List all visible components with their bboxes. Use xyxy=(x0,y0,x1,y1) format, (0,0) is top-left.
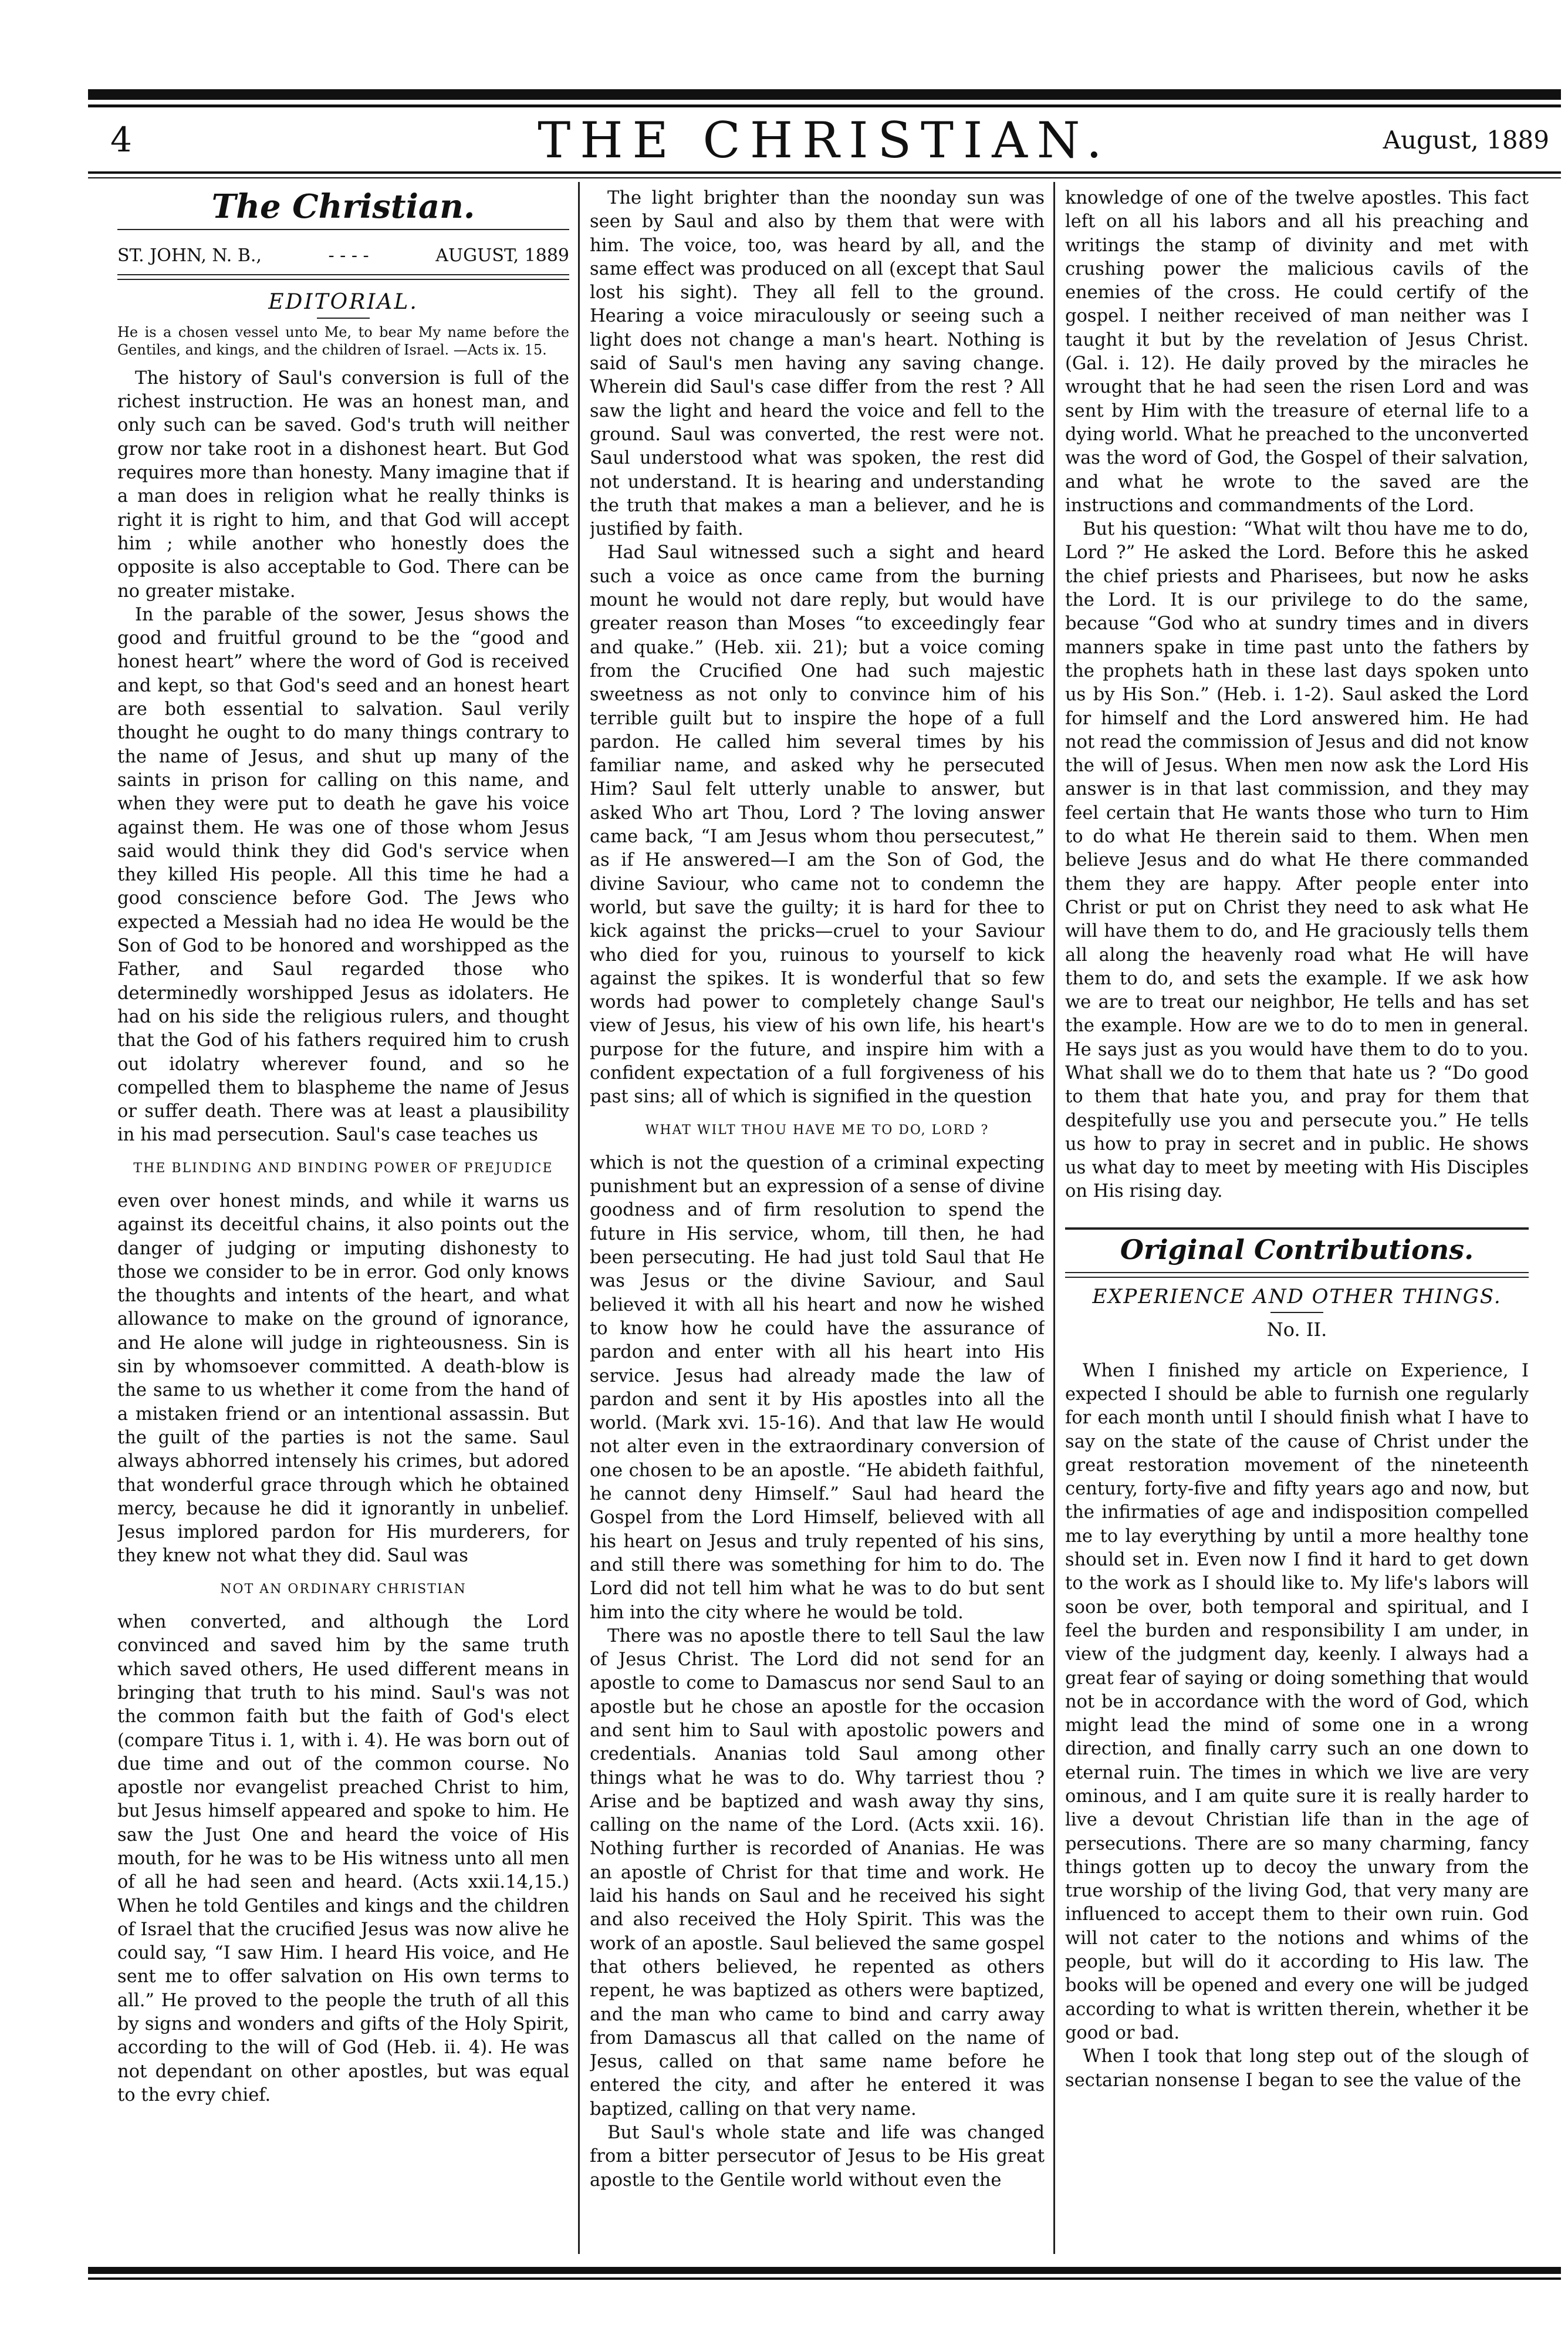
divider xyxy=(1065,1272,1529,1273)
paragraph: But Saul's whole state and life was changed from a bitter persecutor of Jesus to be His great apostle to the Gentile world without even the xyxy=(590,2122,1045,2191)
nameplate: The Christian. xyxy=(211,187,475,226)
subheading: WHAT WILT THOU HAVE ME TO DO, LORD ? xyxy=(645,1122,989,1138)
dateline-dashes: - - - - xyxy=(328,245,369,266)
paragraph: The history of Saul's conversion is full of the richest instruction. He was an honest man, and only such can be saved. God's truth will neither grow nor take root in a dishonest heart. But God requires more than honesty. Many imagine that if a man does in religion what he really thinks is right it is right to him, and that God will accept him ; while another who honestly does the opposite is also acceptable to God. There can be no greater mistake. xyxy=(117,367,569,602)
bottom-rule xyxy=(88,2267,1561,2274)
short-divider xyxy=(1270,1312,1323,1313)
column-2 xyxy=(590,187,1045,2244)
column-1 xyxy=(117,187,569,2244)
paper-title: THE CHRISTIAN. xyxy=(538,112,1111,169)
dateline-place: ST. JOHN, N. B., xyxy=(117,245,262,266)
epigraph: He is a chosen vessel unto Me, to bear My name before the Gentiles, and kings, and the children of Israel. —Acts ix. 15. xyxy=(117,323,569,358)
paragraph: In the parable of the sower, Jesus shows the good and fruitful ground to be the “good and honest heart” where the word of God is received and kept, so that God's seed and an honest heart are both essential to salvation. Saul verily thought he ought to do many things contrary to the name of Jesus, and shut up many of the saints in prison for calling on this name, and when they were put to death he gave his voice against them. He was one of those whom Jesus said would think they did God's service when they killed His people. All this time he had a good conscience before God. The Jews who expected a Messiah had no idea He would be the Son of God to be honored and worshipped as the Father, and Saul regarded those who determinedly worshipped Jesus as idolaters. He had on his side the religious rulers, and thought that the God of his fathers required him to crush out idolatry wherever found, and so he compelled them to blaspheme the name of Jesus or suffer death. There was at least a plausibility in his mad persecution. Saul's case teaches us xyxy=(117,604,569,1146)
page-number: 4 xyxy=(110,120,132,160)
paragraph: The light brighter than the noonday sun was seen by Saul and also by them that were with him. The voice, too, was heard by all, and the same effect was produced on all (except that Saul lost his sight). They all fell to the ground. Hearing a voice miraculously or seeing such a light does not change a man's heart. Nothing is said of Saul's men having any saving change. Wherein did Saul's case differ from the rest ? All saw the light and heard the voice and fell to the ground. Saul was converted, the rest were not. Saul understood what was spoken, the rest did not understand. It is hearing and understanding the truth that makes a man a believer, and he is justified by faith. xyxy=(590,188,1045,540)
divider xyxy=(117,279,569,280)
section-heading-contributions: Original Contributions. xyxy=(1120,1233,1474,1266)
divider xyxy=(117,274,569,275)
short-divider xyxy=(317,318,370,319)
section-heading-editorial: EDITORIAL. xyxy=(268,289,418,314)
column-divider xyxy=(578,182,580,2254)
paragraph: There was no apostle there to tell Saul the law of Jesus Christ. The Lord did not send for an apostle to come to Damascus nor send Saul to an apostle but he chose an apostle for the occasion and sent him to Saul with apostolic powers and credentials. Ananias told Saul among other things what he was to do. Why tarriest thou ? Arise and be baptized and wash away thy sins, calling on the name of the Lord. (Acts xxii. 16). Nothing further is recorded of Ananias. He was an apostle of Christ for that time and work. He laid his hands on Saul and he received his sight and also received the Holy Spirit. This was the work of an apostle. Saul believed the same gospel that others believed, he repented as others repent, he was baptized as others were baptized, and the man who came to bind and carry away from Damascus all that called on the name of Jesus, called on that same name before he entered the city, and after he entered it was baptized, calling on that very name. xyxy=(590,1625,1045,2120)
dateline-issue: AUGUST, 1889 xyxy=(435,245,569,266)
masthead-rule xyxy=(88,171,1561,174)
masthead-rule-thin xyxy=(88,177,1561,178)
paragraph: even over honest minds, and while it warns us against its deceitful chains, it also points out the danger of judging or imputing dishonesty to those we consider to be in error. God only knows the thoughts and intents of the heart, and what allowance to make on the ground of ignorance, and He alone will judge in righteousness. Sin is sin by whomsoever committed. A death-blow is the same to us whether it come from the hand of a mistaken friend or an intentional assassin. But the guilt of the parties is not the same. Saul always abhorred intensely his crimes, but adored that wonderful grace through which he obtained mercy, because he did it ignorantly in unbelief. Jesus implored pardon for His murderers, for they knew not what they did. Saul was xyxy=(117,1190,569,1567)
divider xyxy=(117,229,569,230)
divider xyxy=(1065,1277,1529,1278)
paragraph: When I finished my article on Experience, I expected I should be able to furnish one regularly for each month until I should finish what I have to say on the state of the cause of Christ under the great restoration movement of the nineteenth century, forty-five and fifty years ago and now, but the infirmaties of age and indisposition compelled me to lay everything by until a more healthy tone should set in. Even now I find it hard to get down to the work as I should like to. My life's labors will soon be over, both temporal and spiritual, and I feel the burden and responsibility I am under, in view of the judgment day, keenly. I always had a great fear of saying or doing something that would not be in accordance with the word of God, which might lead the mind of some one in a wrong direction, and finally carry such an one down to eternal ruin. The times in which we live are very ominous, and I am quite sure it is really harder to live a devout Christian life than in the age of persecutions. There are so many charming, fancy things gotten up to decoy the unwary from the true worship of the living God, that very many are influenced to accept them to their own ruin. God will not cater to the notions and whims of the people, but will do it according to His law. The books will be opened and every one will be judged according to what is written therein, whether it be good or bad. xyxy=(1065,1360,1529,2043)
issue-date: August, 1889 xyxy=(1383,126,1549,154)
bottom-rule-thin xyxy=(88,2277,1561,2280)
paragraph: But his question: “What wilt thou have me to do, Lord ?” He asked the Lord. Before this he asked the chief priests and Pharisees, but now he asks the Lord. It is our privilege to do the same, because “God who at sundry times and in divers manners spake in time past unto the fathers by the prophets hath in these last days spoken unto us by His Son.” (Heb. i. 1-2). Saul asked the Lord for himself and the Lord answered him. He had not read the commission of Jesus and did not know the will of Jesus. When men now ask the Lord His answer is in that last commission, and they may feel certain that He wants those who turn to Him to do what He therein said to them. When men believe Jesus and do what He there commanded them they are happy. After people enter into Christ or put on Christ they need to ask what He will have them to do, and He graciously tells them all along the heavenly road what He will have them to do, and sets the example. If we ask how we are to treat our neighbor, He tells and has set the example. How are we to do to men in general. He says just as you would have them to do to you. What shall we do to them that hate us ? “Do good to them that hate you, and pray for them that despitefully use you and persecute you.” He tells us how to pray in secret and in public. He shows us what day to meet by meeting with His Disciples on His rising day. xyxy=(1065,519,1529,1202)
dateline xyxy=(117,244,569,268)
top-rule xyxy=(88,89,1561,100)
paragraph: which is not the question of a criminal expecting punishment but an expression of a sense of divine goodness and of firm resolution to spend the future in His service, whom, till then, he had been persecuting. He had just told Saul that He was Jesus or the divine Saviour, and Saul believed it with all his heart and now he wished to know how he could have the assurance of pardon and enter with all his heart into His service. Jesus had already made the law of pardon and sent it by His apostles into all the world. (Mark xvi. 15-16). And that law He would not alter even in the extraordinary conversion of one chosen to be an apostle. “He abideth faithful, he cannot deny Himself.” Saul had heard the Gospel from the Lord Himself, believed with all his heart on Jesus and truly repented of his sins, and still there was something for him to do. The Lord did not tell him what he was to do but sent him into the city where he would be told. xyxy=(590,1152,1045,1623)
paragraph: knowledge of one of the twelve apostles. This fact left on all his labors and all his preaching and writings the stamp of divinity and met with crushing power the malicious cavils of the enemies of the cross. He could certify of the gospel. I neither received of man neither was I taught it but by the revelation of Jesus Christ. (Gal. i. 12). He daily proved by the miracles he wrought that he had seen the risen Lord and was sent by Him with the treasure of eternal life to a dying world. What he preached to the unconverted was the word of God, the Gospel of their salvation, and what he wrote to the saved are the instructions and commandments of the Lord. xyxy=(1065,188,1529,516)
subheading: THE BLINDING AND BINDING POWER OF PREJUDICE xyxy=(133,1160,553,1176)
subheading: NOT AN ORDINARY CHRISTIAN xyxy=(220,1581,467,1597)
top-rule-thin xyxy=(88,104,1561,107)
paragraph: when converted, and although the Lord convinced and saved him by the same truth which saved others, He used different means in bringing that truth to his mind. Saul's was not the common faith but the faith of God's elect (compare Titus i. 1, with i. 4). He was born out of due time and out of the common course. No apostle nor evangelist preached Christ to him, but Jesus himself appeared and spoke to him. He saw the Just One and heard the voice of His mouth, for he was to be His witness unto all men of all he had seen and heard. (Acts xxii.14,15.) When he told Gentiles and kings and the children of Israel that the crucified Jesus was now alive he could say, “I saw Him. I heard His voice, and He sent me to offer salvation on His own terms to all.” He proved to the people the truth of all this by signs and wonders and gifts of the Holy Spirit, according to the will of God (Heb. ii. 4). He was not dependant on other apostles, but was equal to the evry chief. xyxy=(117,1612,569,2105)
paragraph: When I took that long step out of the slough of sectarian nonsense I began to see the value of the xyxy=(1065,2046,1529,2091)
column-divider xyxy=(1053,182,1055,2254)
divider xyxy=(1065,1227,1529,1230)
paragraph: Had Saul witnessed such a sight and heard such a voice as once came from the burning mount he would not dare reply, but would have greater reason than Moses “to exceedingly fear and quake.” (Heb. xii. 21); but a voice coming from the Crucified One had such majestic sweetness as not only to convince him of his terrible guilt but to inspire the hope of a full pardon. He called him several times by his familiar name, and asked why he persecuted Him? Saul felt utterly unable to answer, but asked Who art Thou, Lord ? The loving answer came back, “I am Jesus whom thou persecutest,” as if He answered—I am the Son of God, the divine Saviour, who came not to condemn the world, but save the guilty; it is hard for thee to kick against the pricks—cruel to your Saviour who died for you, ruinous to yourself to kick against the spikes. It is wonderful that so few words had power to completely change Saul's view of Jesus, his view of his own life, his heart's purpose for the future, and inspire him with a confident expectation of a full forgiveness of his past sins; all of which is signified in the question xyxy=(590,542,1045,1108)
article-title: EXPERIENCE AND OTHER THINGS. xyxy=(1092,1285,1502,1309)
column-3 xyxy=(1065,187,1529,2244)
article-number: No. II. xyxy=(1266,1318,1327,1341)
